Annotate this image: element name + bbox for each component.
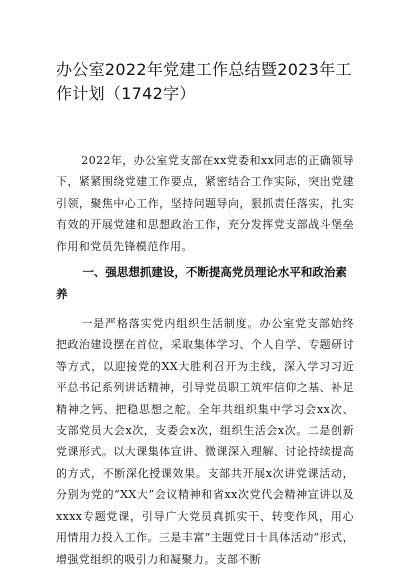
section-heading: 一、强思想抓建设，不断提高党员理论水平和政治素养 (56, 265, 347, 302)
document-title: 办公室2022年党建工作总结暨2023年工作计划（1742字） (56, 60, 352, 103)
intro-paragraph: 2022年，办公室党支部在xx党委和xx同志的正确领导下，紧紧围绕党建工作要点，紧密结合工作实际，突出党建引领，聚焦中心工作，坚持问题导向，狠抓责任落实，扎实有效的开展党建和思想政治工作，充分发挥党支部战斗堡垒作用和党员先锋模范作用。 (56, 154, 354, 253)
section-body-paragraph: 一是严格落实党内组织生活制度。办公室党支部始终把政治建设摆在首位，采取集体学习、个人自学、专题研讨等方式，以迎接党的XX大胜利召开为主线，深入学习习近平总书记系列讲话精神，引导党员职工筑牢信仰之基、补足精神之钙、把稳思想之舵。全年共组织集中学习会xx次、支部党员大会x次，支委会x次，组织生活会x次。二是创新党课形式。以大课集体宣讲、微课深入理解、讨论持续提高的方式，不断深化授课效果。支部共开展x次讲党课活动，分别为党的“XX大”会议精神和省xx次党代会精神宣讲以及xxxx专题党课，引导广大党员真抓实干、转变作风，用心用情用力投入工作。三是丰富“主题党日十具体活动”形式，增强党组织的吸引力和凝聚力。支部不断 (56, 317, 354, 566)
